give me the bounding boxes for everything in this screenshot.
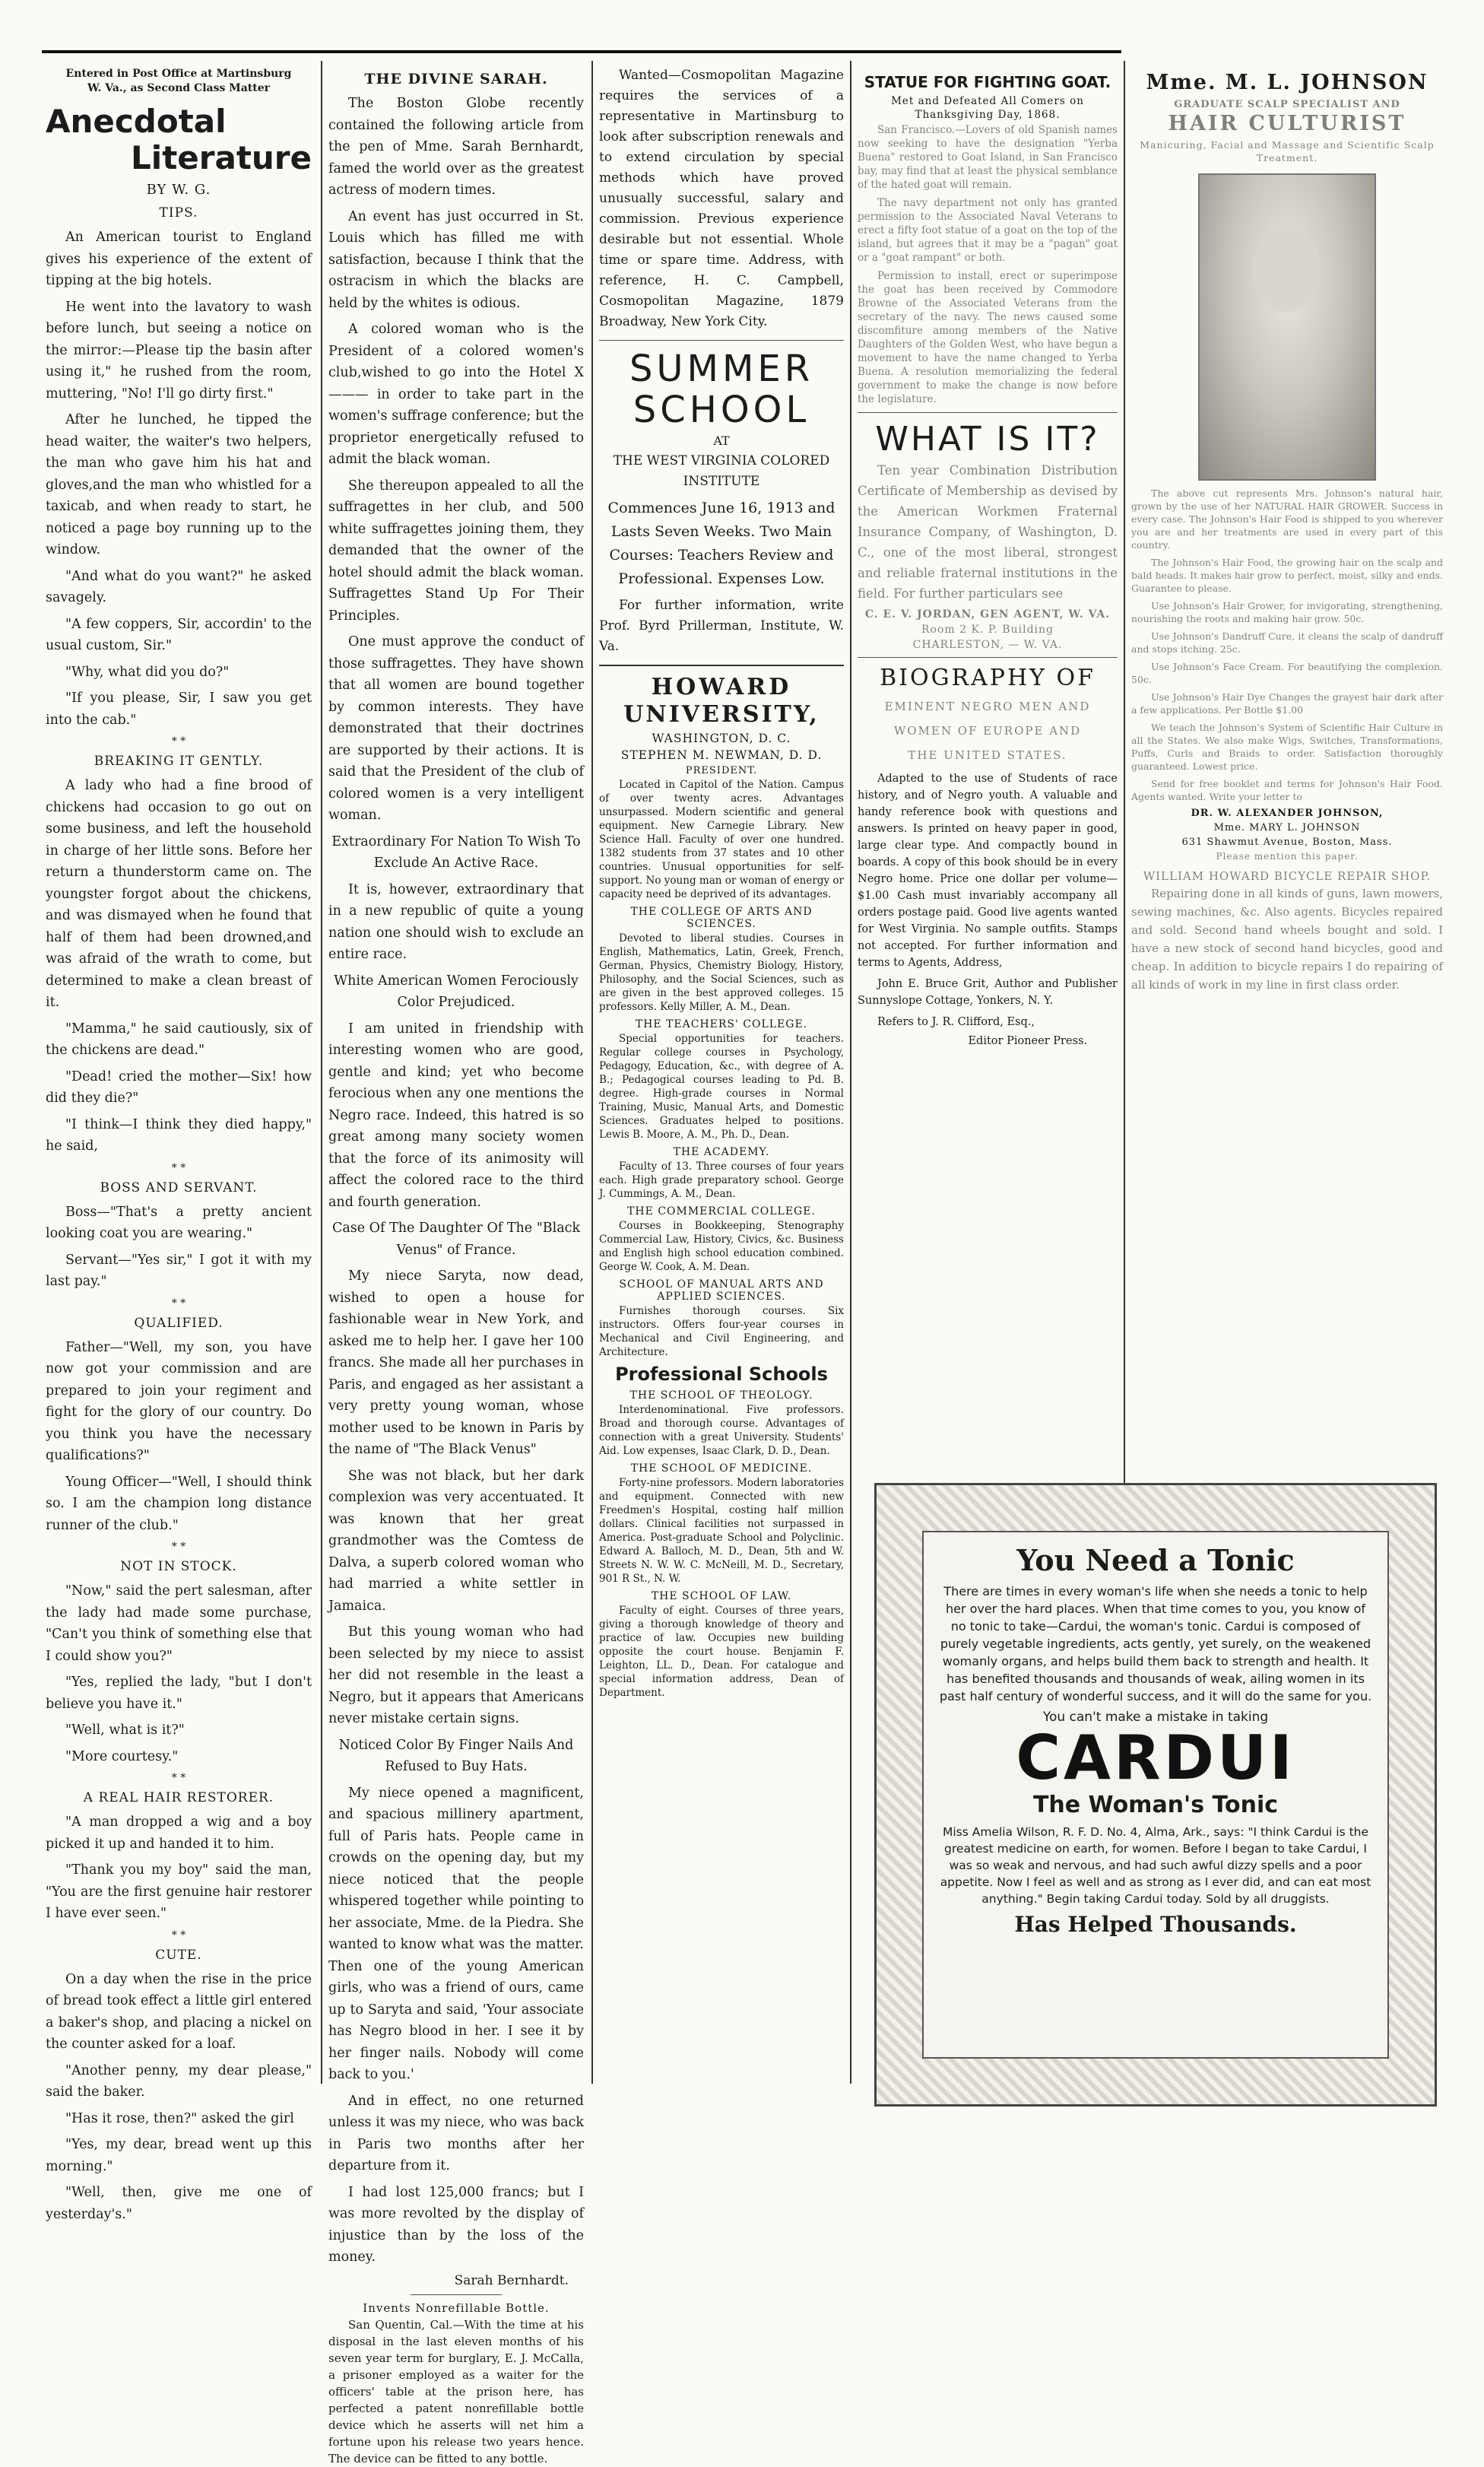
paragraph: Boss—"That's a pretty ancient looking coat you are wearing." xyxy=(46,1204,312,1241)
paragraph: After he lunched, he tipped the head waiter, the waiter's two helpers, the man who gave him his hat and gloves,and the man who whistled for a taxicab, and when ready to start, he noticed a page boy running up to the window. xyxy=(46,412,312,557)
paragraph: "Another penny, my dear please," said the baker. xyxy=(46,2062,312,2100)
paragraph: And in effect, no one returned unless it was my niece, who was back in Paris two months after her departure from it. xyxy=(328,2093,584,2173)
paragraph: Located in Capitol of the Nation. Campus of over twenty acres. Advantages unsurpassed. Modern scientific and general equipment. New Carnegie Library. New Science Hall. Faculty of over one hundred. 1382 students from 37 states and 10 other countries. Unusual opportunities for self-support. No young man or woman of energy or capacity need be deprived of its advantages. xyxy=(599,779,844,900)
paragraph: Interdenominational. Five professors. Broad and thorough course. Advantages of connection with a great University. Students' Aid. Low expenses, Isaac Clark, D. D., Dean. xyxy=(599,1404,844,1457)
agent-name: C. E. V. JORDAN, GEN AGENT, W. VA. xyxy=(864,608,1111,621)
author: John E. Bruce Grit, Author and Publisher Sunnyslope Cottage, Yonkers, N. Y. xyxy=(858,978,1118,1007)
cardui-mistake: You can't make a mistake in taking xyxy=(1042,1710,1269,1725)
subheading: Noticed Color By Finger Nails And Refused to Buy Hats. xyxy=(338,1737,574,1774)
subheading: THE COMMERCIAL COLLEGE. xyxy=(627,1205,816,1218)
paragraph: Courses in Bookkeeping, Stenography Commercial Law, History, Civics, &c. Business and English high school education combined. George W. Cook, A. M. Dean. xyxy=(599,1220,844,1273)
subheading-bottle: Invents Nonrefillable Bottle. xyxy=(363,2300,550,2315)
paragraph: My niece Saryta, now dead, wished to open a house for fashionable wear in New York, and asked me to help her. I gave her 100 francs. She made all her purchases in Paris, and engaged as her assistant a very pretty young woman, whose mother used to be known in Paris by the name of "The Black Venus" xyxy=(328,1268,584,1457)
subheading: Extraordinary For Nation To Wish To Exclude An Active Race. xyxy=(331,833,581,871)
paragraph: Adapted to the use of Students of race history, and of Negro youth. A valuable and handy reference book with questions and answers. Is printed on heavy paper in good, large clear type. And compactly bound in boards. A copy of this book should be in every Negro home. Price one dollar per volume—$1.00 Cash must invariably accompany all orders postage paid. Good live agents wanted for West Virginia. No sample outfits. Stamps not accepted. For further information and terms to Agents, Address, xyxy=(858,773,1118,969)
johnson-subtitle: GRADUATE SCALP SPECIALIST AND xyxy=(1174,99,1400,110)
paragraph: "Well, then, give me one of yesterday's." xyxy=(46,2185,312,2222)
paragraph: Use Johnson's Face Cream. For beautifying the complexion. 50c. xyxy=(1131,661,1443,685)
article-title: THE DIVINE SARAH. xyxy=(364,71,548,87)
cardui-body: There are times in every woman's life when she needs a tonic to help her over the hard places. When that time comes to you, you know of no tonic to take—Cardui, the woman's tonic. Cardui is composed of purely vegetable ingredients, acts gently, yet surely, on the weakened womanly organs, and helps build them back to strength and health. It has benefited thousands and thousands of weak, ailing women in its past half century of wonderful success, and it will do the same for you. xyxy=(939,1584,1372,1703)
column-rule xyxy=(321,61,322,2084)
column-anecdotal xyxy=(46,67,312,2222)
what-is-it-title: WHAT IS IT? xyxy=(875,420,1100,459)
paragraph: "Mamma," he said cautiously, six of the chickens are dead." xyxy=(46,1021,312,1058)
subheading: SCHOOL OF MANUAL ARTS AND APPLIED SCIENCES. xyxy=(619,1278,824,1303)
agent-building: Room 2 K. P. Building xyxy=(921,624,1054,636)
paragraph: He went into the lavatory to wash before lunch, but seeing a notice on the mirror:—Please tip the basin after using it," he rushed from the room, muttering, "No! I'll go dirty first." xyxy=(46,299,312,402)
paragraph: Father—"Well, my son, you have now got your commission and are prepared to join your regiment and fight for the glory of our country. Do you think you have the necessary qualifications?" xyxy=(46,1339,312,1463)
subheading: THE ACADEMY. xyxy=(673,1146,770,1158)
address: 631 Shawmut Avenue, Boston, Mass. xyxy=(1181,837,1393,848)
divider xyxy=(599,665,844,666)
paragraph: Furnishes thorough courses. Six instructors. Offers four-year courses in Mechanical and Civil Engineering, and Architecture. xyxy=(599,1305,844,1358)
biography-subtitle: WOMEN OF EUROPE AND xyxy=(893,724,1082,738)
paragraph-bottle: San Quentin, Cal.—With the time at his disposal in the last eleven months of his seven year term for burglary, E. J. McCalla, a prisoner employed as a waiter for the officers' table at the prison here, has perfected a patent nonrefillable bottle device which he asserts will net him a fortune upon his release two years hence. The device can be fitted to any bottle. xyxy=(328,2317,584,2465)
heading-hair: A REAL HAIR RESTORER. xyxy=(83,1790,274,1805)
johnson-title: Mme. M. L. JOHNSON xyxy=(1146,71,1429,94)
paragraph: "Yes, my dear, bread went up this morning." xyxy=(46,2137,312,2174)
divider xyxy=(858,657,1118,658)
address: Mme. MARY L. JOHNSON xyxy=(1213,822,1361,833)
signature: Sarah Bernhardt. xyxy=(454,2272,569,2288)
reference: Refers to J. R. Clifford, Esq., xyxy=(877,1016,1035,1028)
paragraph: "Now," said the pert salesman, after the lady had made some purchase, "Can't you think of something else that I could show you?" xyxy=(46,1583,312,1664)
heading-breaking: BREAKING IT GENTLY. xyxy=(94,754,264,769)
face-shape xyxy=(1253,228,1321,312)
cardui-advertisement xyxy=(874,1483,1437,2107)
paragraph: "Why, what did you do?" xyxy=(65,664,230,680)
divider xyxy=(599,340,844,341)
paragraph: Faculty of eight. Courses of three years, giving a thorough knowledge of theory and practice of law. Occupies new building opposite the court house. Benjamin F. Leighton, LL. D., Dean. For catalogue and special information address, Dean of Department. xyxy=(599,1605,844,1699)
agent-city: CHARLESTON, — W. VA. xyxy=(912,639,1063,651)
asterism: * * xyxy=(171,1929,186,1942)
paragraph: "A few coppers, Sir, accordin' to the usual custom, Sir." xyxy=(46,616,312,653)
asterism: * * xyxy=(171,1161,186,1174)
paragraph: "More courtesy." xyxy=(65,1748,179,1764)
column-rule xyxy=(850,61,851,2084)
cardui-testimonial: Miss Amelia Wilson, R. F. D. No. 4, Alma, Ark., says: "I think Cardui is the greatest medicine on earth, for women. Before I began to take Cardui, I was so weak and nervous, and had such awful dizzy spells and a poor appetite. Now I feel as well and as strong as I ever did, and can eat most anything." Begin taking Cardui today. Sold by all druggists. xyxy=(940,1825,1371,1906)
asterism: * * xyxy=(171,1297,186,1310)
summer-school-contact: For further information, write Prof. Byrd Prillerman, Institute, W. Va. xyxy=(599,598,844,654)
biography-subtitle: THE UNITED STATES. xyxy=(908,748,1067,762)
paragraph: I am united in friendship with interesting women who are good, gentle and kind; yet who become ferocious when any one mentions the Negro race. Indeed, this hatred is so great among many society women that the force of its animosity will affect the colored race to the third and fourth generation. xyxy=(328,1021,584,1210)
paragraph: Special opportunities for teachers. Regular college courses in Psychology, Pedagogy, Education, &c., with degree of A. B.; Pedagogical courses leading to Pd. B. degree. High-grade courses in Normal Training, Music, Manual Arts, and Domestic Sciences. Graduates helped to positions. Lewis B. Moore, A. M., Ph. D., Dean. xyxy=(599,1033,844,1141)
paragraph: The Boston Globe recently contained the following article from the pen of Mme. Sarah Bernhardt, famed the world over as the greatest actress of modern times. xyxy=(328,96,584,198)
cardui-closing: Has Helped Thousands. xyxy=(1014,1912,1297,1937)
paragraph: "I think—I think they died happy," he said, xyxy=(46,1116,312,1154)
paragraph: "Well, what is it?" xyxy=(65,1722,185,1738)
summer-school-dates: Commences June 16, 1913 and Lasts Seven Weeks. Two Main Courses: Teachers Review and Professional. Expenses Low. xyxy=(607,500,836,587)
paragraph: "Yes, replied the lady, "but I don't believe you have it." xyxy=(46,1675,312,1712)
johnson-subtitle-2: HAIR CULTURIST xyxy=(1168,112,1406,135)
column-schools xyxy=(599,65,844,2111)
byline: BY W. G. xyxy=(146,182,211,198)
paragraph: Ten year Combination Distribution Certificate of Membership as devised by the American Workmen Fraternal Insurance Company, of Washington, D. C., one of the most liberal, strongest and reliable fraternal institutions in the field. For further particulars see xyxy=(858,463,1118,601)
professional-heading: Professional Schools xyxy=(615,1364,828,1385)
column-johnson xyxy=(1131,65,1443,1495)
divider xyxy=(411,2294,502,2295)
paragraph: I had lost 125,000 francs; but I was more revolted by the display of injustice than by the loss of the money. xyxy=(328,2184,584,2265)
address-note: Please mention this paper. xyxy=(1216,851,1359,862)
biography-title: BIOGRAPHY OF xyxy=(880,665,1096,691)
paragraph: A colored woman who is the President of a colored women's club,wished to go into the Hotel X——— in order to take part in the women's suffrage conference; but the proprietor energetically refused to admit the black woman. xyxy=(328,322,584,467)
paragraph: Permission to install, erect or superimpose the goat has been received by Commodore Browne of the Associated Veterans from the secretary of the navy. The news caused some discomfiture among members of the Native Daughters of the Golden West, who have begun a movement to have the name changed to Yerba Buena. A resolution memorializing the federal government to make the change is now before the legislature. xyxy=(858,270,1118,405)
johnson-services: Manicuring, Facial and Massage and Scientific Scalp Treatment. xyxy=(1140,139,1435,164)
cardui-inner-panel xyxy=(922,1531,1389,2059)
paragraph: My niece opened a magnificent, and spacious millinery apartment, full of Paris hats. People came in crowds on the opening day, but my niece noticed that the people whispered together while pointing to her associate, Mme. de la Piedra. She wanted to know what was the matter. Then one of the young American girls, who was a friend of ours, came up to Saryta and said, 'Your associate has Negro blood in her. I see it by her finger nails. Nobody will come back to you.' xyxy=(328,1785,585,2082)
paragraph: Servant—"Yes sir," I got it with my last pay." xyxy=(46,1252,312,1289)
asterism: * * xyxy=(171,1541,186,1553)
column-rule xyxy=(591,61,593,2084)
section-title-2: Literature xyxy=(131,139,312,176)
editor: Editor Pioneer Press. xyxy=(968,1035,1087,1047)
paragraph: Use Johnson's Hair Grower, for invigorating, strengthening, nourishing the roots and making hair grow. 50c. xyxy=(1131,600,1443,624)
cardui-logo: CARDUI xyxy=(1016,1722,1295,1793)
paragraph: Forty-nine professors. Modern laboratories and equipment. Connected with new Freedmen's Hospital, costing half million dollars. Clinical facilities not surpassed in America. Post-graduate School and Polyclinic. Edward A. Balloch, M. D., Dean, 5th and W. Streets N. W. W. C. McNeill, M. D., Secretary, 901 R St., N. W. xyxy=(599,1477,844,1585)
paragraph: One must approve the conduct of those suffragettes. They have shown that all women are bound together by common interests. They have demonstrated that their doctrines are supported by their actions. It is said that the President of the club of colored women is a very intelligent woman. xyxy=(328,634,584,823)
howard-title-2: UNIVERSITY, xyxy=(623,701,820,728)
paragraph: Devoted to liberal studies. Courses in English, Mathematics, Latin, Greek, French, German, Physics, Chemistry Biology, History, Philosophy, and the Social Sciences, such as are given in the best approved colleges. 15 professors. Kelly Miller, A. M., Dean. xyxy=(599,932,844,1013)
paragraph: "If you please, Sir, I saw you get into the cab." xyxy=(46,691,312,728)
paragraph: Use Johnson's Hair Dye Changes the grayest hair dark after a few applications. Per Bottle $1.00 xyxy=(1131,691,1443,716)
subheading: THE SCHOOL OF LAW. xyxy=(651,1590,792,1602)
heading-qualified: QUALIFIED. xyxy=(134,1315,224,1331)
goat-subtitle: Met and Defeated All Comers on Thanksgiving Day, 1868. xyxy=(891,95,1084,121)
paragraph: "Thank you my boy" said the man, "You are the first genuine hair restorer I have ever seen." xyxy=(46,1862,312,1921)
paragraph: Faculty of 13. Three courses of four years each. High grade preparatory school. George J. Cummings, A. M., Dean. xyxy=(599,1160,844,1200)
paragraph: The navy department not only has granted permission to the Associated Naval Veterans to erect a fifty foot statue of a goat on the top of the island, but agrees that it may be a "pagan" goat or a "goat rampant" or both. xyxy=(858,197,1118,264)
caption: The above cut represents Mrs. Johnson's natural hair, grown by the use of her NATURAL HAIR GROWER. Success in every case. The Johnson's Hair Food is shipped to you wherever you are and her treatments are used in every part of this country. xyxy=(1131,487,1443,551)
paragraph: "And what do you want?" he asked savagely. xyxy=(46,568,312,605)
summer-school-ad: SUMMER SCHOOL AT THE WEST VIRGINIA COLORED INSTITUTE xyxy=(613,348,830,489)
paragraph: We teach the Johnson's System of Scientific Hair Culture in all the States. We also make Wigs, Switches, Transformations, Puffs, Curls and Braids to order. Satisfaction thoroughly guaranteed. Lowest price. xyxy=(1131,722,1443,772)
asterism: * * xyxy=(171,1772,186,1784)
paragraph: An event has just occurred in St. Louis which has filled me with satisfaction, because I think that the ostracism in which the blacks are held by the whites is odious. xyxy=(328,208,584,311)
paragraph: She thereupon appealed to all the suffragettes in her club, and 500 white suffragettes joining them, they demanded that the owner of the hotel should admit the black woman. Suffragettes Stand Up For Their Principles. xyxy=(328,478,584,624)
heading-cute: CUTE. xyxy=(155,1947,202,1963)
section-title: Anecdotal xyxy=(46,103,227,140)
column-rule xyxy=(1124,61,1125,1506)
paragraph: A lady who had a fine brood of chickens had occasion to go out on some business, and left the household in charge of her little sons. Before her return a thunderstorm came on. The youngster forgot about the chickens, and was dismayed when he found that half of them had been drowned,and was afraid of the wrath to come, but determined to make a clean breast of it. xyxy=(46,778,312,1010)
heading-boss: BOSS AND SERVANT. xyxy=(100,1180,258,1195)
asterism: * * xyxy=(171,735,186,748)
divider xyxy=(858,412,1118,413)
heading-tips: TIPS. xyxy=(159,205,198,221)
address: DR. W. ALEXANDER JOHNSON, xyxy=(1191,808,1384,819)
paragraph: On a day when the rise in the price of bread took effect a little girl entered a baker's shop, and placing a nickel on the counter asked for a loaf. xyxy=(46,1971,312,2052)
paragraph: The Johnson's Hair Food, the growing hair on the scalp and bald heads. It makes hair grow to perfect, moist, silky and ends. Guarantee to please. xyxy=(1131,557,1443,594)
subheading: THE SCHOOL OF MEDICINE. xyxy=(630,1462,813,1475)
howard-title: HOWARD xyxy=(651,674,792,700)
subheading: THE SCHOOL OF THEOLOGY. xyxy=(629,1389,813,1402)
paragraph: But this young woman who had been selected by my niece to assist her did not resemble in the least a Negro, but it appears that Americans never mistake certain signs. xyxy=(328,1624,584,1726)
howard-president: STEPHEN M. NEWMAN, D. D. xyxy=(620,748,823,762)
paragraph: San Francisco.—Lovers of old Spanish names now seeking to have the designation "Yerba Buena" restored to Goat Island, in San Francisco bay, may find that at least the physical semblance of the hated goat will remain. xyxy=(858,124,1118,191)
howard-president-title: PRESIDENT. xyxy=(685,765,758,776)
subheading: Case Of The Daughter Of The "Black Venus" of France. xyxy=(331,1221,581,1258)
paragraph: "A man dropped a wig and a boy picked it up and handed it to him. xyxy=(46,1815,312,1852)
howard-location: WASHINGTON, D. C. xyxy=(652,732,791,745)
heading-stock: NOT IN STOCK. xyxy=(120,1559,237,1574)
paragraph: Send for free booklet and terms for Johnson's Hair Food. Agents wanted. Write your letter to xyxy=(1131,778,1443,802)
cardui-headline: You Need a Tonic xyxy=(1016,1543,1295,1577)
paragraph: "Dead! cried the mother—Six! how did they die?" xyxy=(46,1068,312,1106)
biography-subtitle: EMINENT NEGRO MEN AND xyxy=(884,700,1091,713)
paragraph: "Has it rose, then?" asked the girl xyxy=(65,2110,294,2126)
wanted-notice: Wanted—Cosmopolitan Magazine requires the services of a representative in Martinsburg to look after subscription renewals and to extend circulation by special methods which have proved unusually successful, salary and commission. Previous experience desirable but not essential. Whole time or spare time. Address, with reference, H. C. Campbell, Cosmopolitan Magazine, 1879 Broadway, New York City. xyxy=(599,68,844,329)
subheading: THE TEACHERS' COLLEGE. xyxy=(635,1018,808,1030)
subheading: White American Women Ferociously Color Prejudiced. xyxy=(334,973,579,1010)
hair-portrait-image xyxy=(1198,173,1376,481)
subheading: THE COLLEGE OF ARTS AND SCIENCES. xyxy=(630,906,813,930)
entry-notice: Entered in Post Office at Martinsburg W. Va., as Second Class Matter xyxy=(65,68,292,94)
paragraph: An American tourist to England gives his experience of the extent of tipping at the big hotels. xyxy=(46,230,312,288)
bicycle-title: WILLIAM HOWARD BICYCLE REPAIR SHOP. xyxy=(1143,869,1432,883)
paragraph: She was not black, but her dark complexion was very accentuated. It was known that her great grandmother was the Comtess de Dalva, a superb colored woman who had married a white settler in Jamaica. xyxy=(328,1468,584,1614)
paragraph: Young Officer—"Well, I should think so. I am the champion long distance runner of the club." xyxy=(46,1474,312,1533)
paragraph: It is, however, extraordinary that in a new republic of quite a young nation one should wish to exclude an entire race. xyxy=(328,881,584,962)
goat-title: STATUE FOR FIGHTING GOAT. xyxy=(864,73,1111,91)
cardui-tagline: The Woman's Tonic xyxy=(1032,1792,1279,1818)
paragraph: Repairing done in all kinds of guns, lawn mowers, sewing machines, &c. Also agents. Bicycles repaired and sold. Second hand wheels bought and sold. I have a new stock of second hand bicycles, good and cheap. In addition to bicycle repairs I do repairing of all kinds of work in my line in first class order. xyxy=(1131,887,1443,992)
paragraph: Use Johnson's Dandruff Cure, it cleans the scalp of dandruff and stops itching. 25c. xyxy=(1131,630,1443,655)
column-goat xyxy=(858,65,1118,1503)
column-divine-sarah xyxy=(328,65,585,2465)
top-rule xyxy=(42,50,1121,53)
